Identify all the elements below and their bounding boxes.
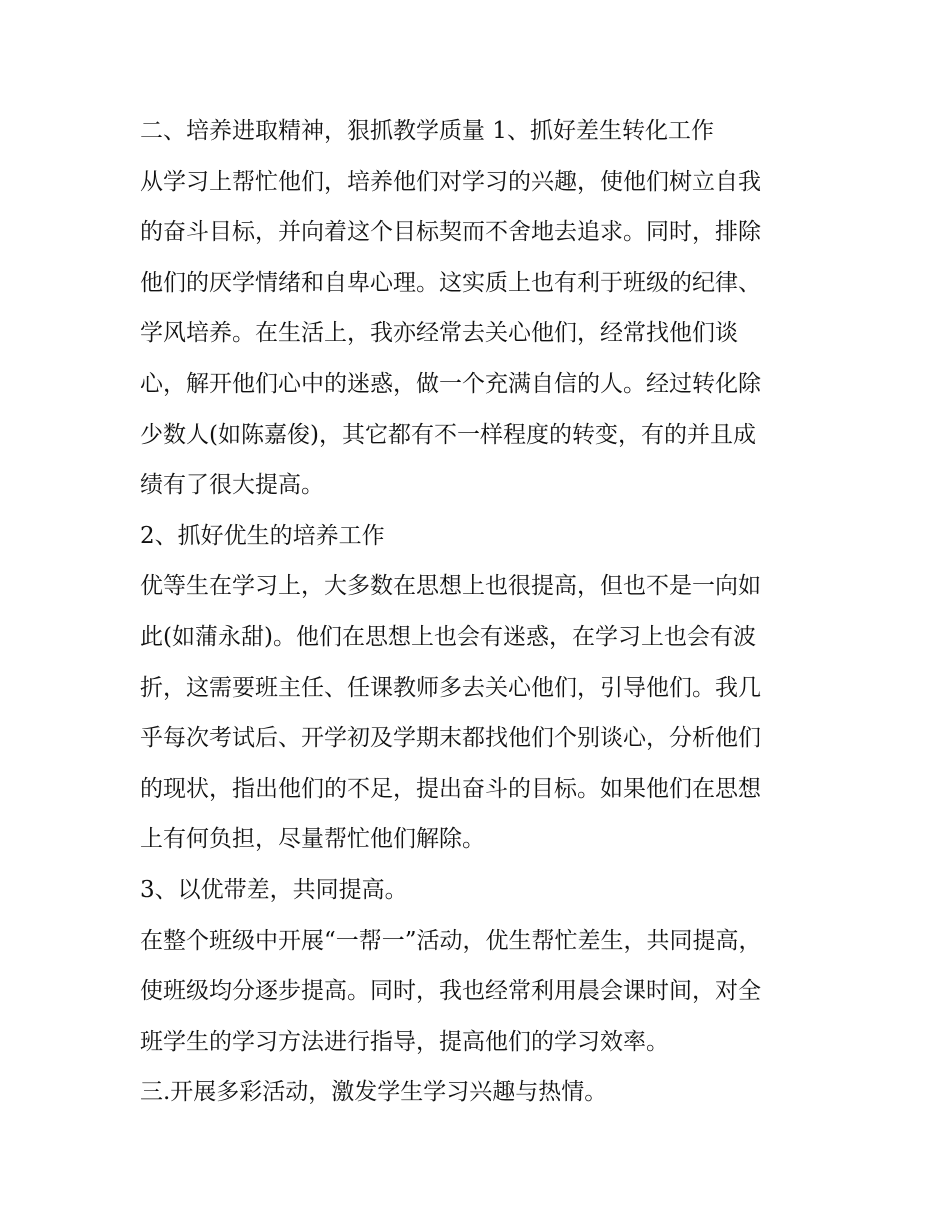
text-line: 的奋斗目标，并向着这个目标契而不舍地去追求。同时，排除	[140, 219, 761, 246]
text-line: 上有何负担，尽量帮忙他们解除。	[140, 826, 485, 853]
heading-line: 二、培养进取精神，狠抓教学质量 1、抓好差生转化工作	[140, 118, 714, 144]
heading-line: 三.开展多彩活动，激发学生学习兴趣与热情。	[140, 1079, 608, 1106]
text-line: 班学生的学习方法进行指导，提高他们的学习效率。	[140, 1028, 669, 1055]
document-body	[140, 106, 820, 1118]
subheading-line: 2、抓好优生的培养工作	[140, 522, 385, 549]
text-line: 折，这需要班主任、任课教师多去关心他们，引导他们。我几	[140, 674, 761, 701]
text-line: 在整个班级中开展“一帮一”活动，优生帮忙差生，共同提高，	[140, 927, 762, 954]
text-line: 从学习上帮忙他们，培养他们对学习的兴趣，使他们树立自我	[140, 168, 761, 195]
text-line: 使班级均分逐步提高。同时，我也经常利用晨会课时间，对全	[140, 978, 761, 1005]
text-line: 少数人(如陈嘉俊)，其它都有不一样程度的转变，有的并且成	[140, 421, 756, 448]
subheading-line: 3、以优带差，共同提高。	[140, 876, 408, 903]
text-line: 乎每次考试后、开学初及学期末都找他们个别谈心，分析他们	[140, 725, 761, 752]
text-line: 绩有了很大提高。	[140, 472, 324, 499]
text-line: 优等生在学习上，大多数在思想上也很提高，但也不是一向如	[140, 573, 761, 600]
text-line: 此(如蒲永甜)。他们在思想上也会有迷惑，在学习上也会有波	[140, 623, 756, 650]
text-line: 学风培养。在生活上，我亦经常去关心他们，经常找他们谈	[140, 320, 738, 347]
text-line: 他们的厌学情绪和自卑心理。这实质上也有利于班级的纪律、	[140, 269, 761, 296]
text-line: 的现状，指出他们的不足，提出奋斗的目标。如果他们在思想	[140, 775, 761, 802]
text-line: 心，解开他们心中的迷惑，做一个充满自信的人。经过转化除	[140, 370, 761, 397]
